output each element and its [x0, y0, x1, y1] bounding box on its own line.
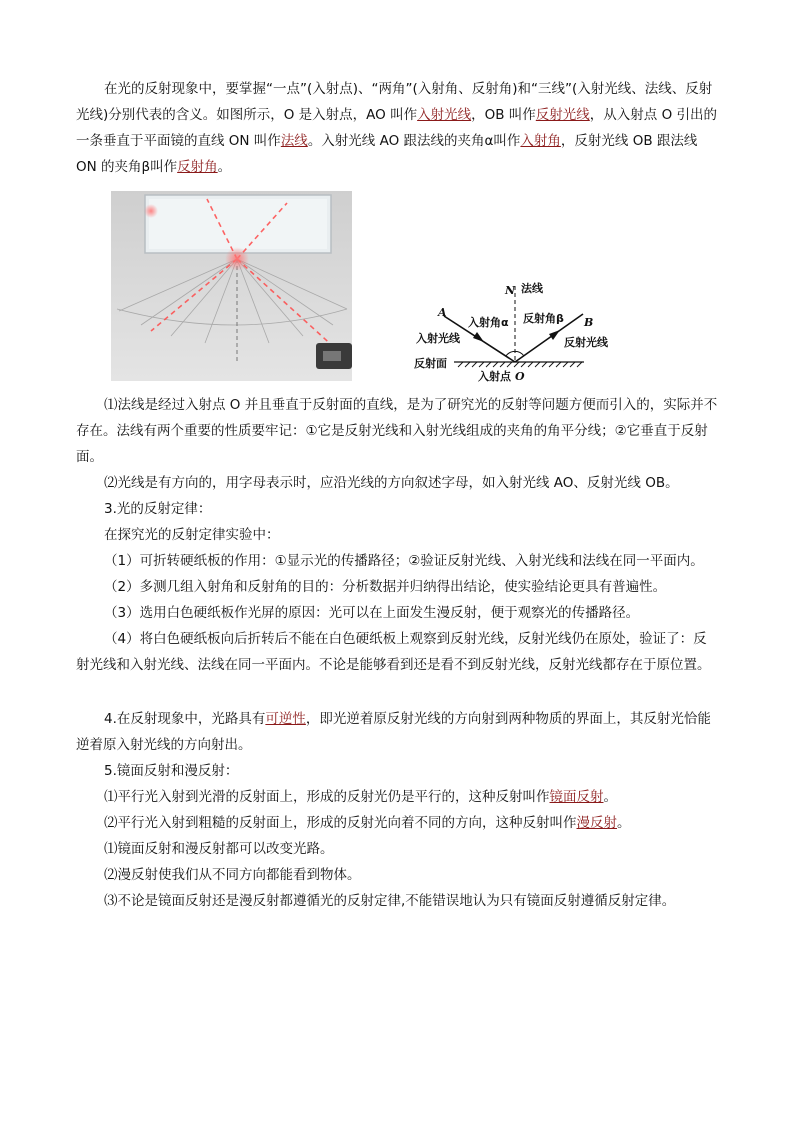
term-incident-ray: 入射光线 — [417, 107, 472, 123]
reversibility-paragraph — [76, 706, 720, 758]
label-reflection-angle: 反射角β — [523, 312, 564, 325]
reflection-note-3: ⑶不论是镜面反射还是漫反射都遵循光的反射定律,不能错误地认为只有镜面反射遵循反射定律。 — [104, 893, 676, 909]
reflected-arrow-icon — [549, 330, 560, 340]
specular-text: ⑴平行光入射到光滑的反射面上，形成的反射光仍是平行的，这种反射叫作 — [104, 789, 550, 805]
law-item-2: （2）多测几组入射角和反射角的目的：分析数据并归纳得出结论，使实验结论更具有普遍性。 — [104, 579, 667, 595]
label-a: A — [438, 306, 447, 319]
section-reflection-law-title: 3.光的反射定律： — [104, 501, 212, 517]
law-item-1: （1）可折转硬纸板的作用：①显示光的传播路径；②验证反射光线、入射光线和法线在同一平面内。 — [104, 553, 704, 569]
label-n: N — [505, 284, 516, 297]
section-reflection-types-title: 5.镜面反射和漫反射： — [104, 763, 239, 779]
intro-text: 在光的反射现象中，要掌握“一点”(入射点)、“两角”(入射角、反射角)和“三线”(入射光线、法线、反射光线)分别代表的含义。如图所示，O 是入射点，AO 叫作 — [76, 81, 713, 123]
diffuse-paragraph — [76, 810, 720, 836]
note-normal: ⑴法线是经过入射点 O 并且垂直于反射面的直线，是为了研究光的反射等问题方便而引入的，实际并不存在。法线有两个重要的性质要牢记：①它是反射光线和入射光线组成的夹角的角平分线；②它垂直于反射面。 — [76, 397, 718, 465]
specular-paragraph — [76, 784, 720, 810]
label-o: O — [515, 370, 525, 383]
intro-text: ，OB 叫作 — [471, 107, 536, 123]
experiment-photo — [111, 191, 352, 381]
term-reflected-ray: 反射光线 — [535, 107, 590, 123]
term-specular-reflection: 镜面反射 — [549, 789, 604, 805]
law-intro: 在探究光的反射定律实验中： — [104, 527, 280, 543]
intro-text: 。入射光线 AO 跟法线的夹角α叫作 — [307, 133, 521, 149]
label-normal: 法线 — [521, 282, 543, 295]
label-surface: 反射面 — [414, 357, 447, 370]
reversibility-text: 4.在反射现象中，光路具有 — [104, 711, 266, 727]
intro-text: 。 — [217, 159, 232, 175]
reversibility-text: ，即光逆着原反射光线的方向射到两种物质的界面上，其反射光恰能逆着原入射光线的方向射出。 — [76, 711, 711, 753]
law-item-4: （4）将白色硬纸板向后折转后不能在白色硬纸板上观察到反射光线，反射光线仍在原处，验证了：反射光线和入射光线、法线在同一平面内。不论是能够看到还是看不到反射光线，反射光线都存在于原位置。 — [76, 631, 711, 673]
label-incidence-point: 入射点 — [478, 370, 511, 383]
reflection-note-1: ⑴镜面反射和漫反射都可以改变光路。 — [104, 841, 334, 857]
surface-hatching — [458, 362, 582, 367]
label-b: B — [584, 316, 594, 329]
reflection-diagram — [402, 278, 626, 386]
diffuse-text: 。 — [617, 815, 631, 831]
reflection-note-2: ⑵漫反射使我们从不同方向都能看到物体。 — [104, 867, 361, 883]
term-reversibility: 可逆性 — [265, 711, 306, 727]
specular-text: 。 — [603, 789, 617, 805]
incident-arrow-icon — [473, 332, 484, 342]
diffuse-text: ⑵平行光入射到粗糙的反射面上，形成的反射光向着不同的方向，这种反射叫作 — [104, 815, 577, 831]
law-item-3: （3）选用白色硬纸板作光屏的原因：光可以在上面发生漫反射，便于观察光的传播路径。 — [104, 605, 640, 621]
intro-text: ，反射光线 OB 跟法线 ON 的夹角β叫作 — [76, 133, 698, 175]
note-ray-direction: ⑵光线是有方向的，用字母表示时，应沿光线的方向叙述字母，如入射光线 AO、反射光线 OB。 — [104, 475, 679, 491]
term-reflection-angle: 反射角 — [177, 159, 218, 175]
intro-paragraph — [76, 76, 720, 180]
term-incident-angle: 入射角 — [520, 133, 561, 149]
term-diffuse-reflection: 漫反射 — [576, 815, 617, 831]
term-normal: 法线 — [280, 133, 308, 149]
experiment-photo-illustration — [111, 191, 352, 381]
label-incident-angle: 入射角α — [468, 316, 509, 329]
label-incident-ray: 入射光线 — [416, 332, 460, 345]
label-reflected-ray: 反射光线 — [564, 336, 608, 349]
intro-text: ，从入射点 O 引出的一条垂直于平面镜的直线 ON 叫作 — [76, 107, 718, 149]
